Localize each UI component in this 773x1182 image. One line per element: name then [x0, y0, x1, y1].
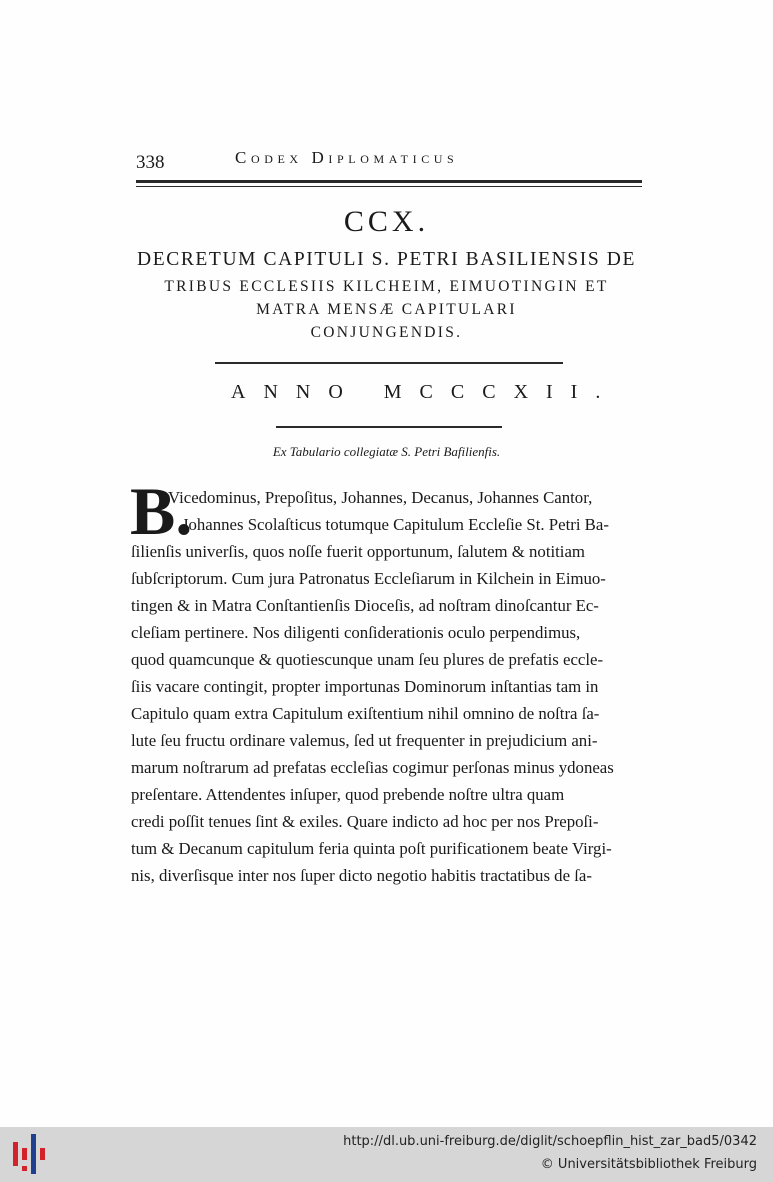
document-year: ANNO MCCCXII. [231, 381, 619, 403]
drop-cap: B. [130, 473, 193, 549]
year-rule [276, 426, 502, 428]
body-line: cleſiam pertinere. Nos diligenti conſiderationis oculo perpendimus, [131, 623, 581, 642]
body-line: Johannes Scolaſticus totumque Capitulum Eccleſie St. Petri Ba- [182, 515, 609, 534]
library-logo-icon [10, 1132, 52, 1176]
source-note: Ex Tabulario collegiatæ S. Petri Bafilienfis. [272, 444, 501, 459]
document-title-line-4: CONJUNGENDIS. [310, 324, 463, 341]
body-line: ſubſcriptorum. Cum jura Patronatus Eccleſiarum in Kilchein in Eimuo- [131, 569, 606, 588]
body-line: ſilienſis univerſis, quos noſſe fuerit opportunum, ſalutem & notitiam [131, 542, 585, 561]
body-line: tum & Decanum capitulum feria quinta poſt purificationem beate Virgi- [131, 839, 612, 858]
body-line: lute ſeu fructu ordinare valemus, ſed ut frequenter in prejudicium ani- [131, 731, 598, 750]
title-rule [215, 362, 563, 364]
body-line: marum noſtrarum ad prefatas eccleſias cogimur perſonas minus ydoneas [131, 758, 614, 777]
body-line: preſentare. Attendentes inſuper, quod prebende noſtre ultra quam [131, 785, 565, 804]
permalink-url[interactable]: http://dl.ub.uni-freiburg.de/diglit/schoepflin_hist_zar_bad5/0342 [343, 1134, 757, 1149]
document-title-line-1: DECRETUM CAPITULI S. PETRI BASILIENSIS DE [137, 249, 636, 270]
document-title-line-2: TRIBUS ECCLESIIS KILCHEIM, EIMUOTINGIN ET [164, 278, 609, 295]
body-line: Vicedominus, Prepoſitus, Johannes, Decanus, Johannes Cantor, [168, 488, 593, 507]
document-number: CCX. [343, 205, 430, 238]
body-line: credi poſſit tenues ſint & exiles. Quare indicto ad hoc per nos Prepoſi- [131, 812, 599, 831]
body-line: quod quamcunque & quotiescunque unam ſeu plures de prefatis eccle- [131, 650, 604, 669]
header-rule-thin [136, 186, 642, 187]
running-title: Codex Diplomaticus [235, 148, 459, 167]
body-line: ſiis vacare contingit, propter importunas Dominorum inſtantias tam in [131, 677, 599, 696]
copyright-notice: © Universitätsbibliothek Freiburg [540, 1157, 757, 1172]
header-rule-thick [136, 180, 642, 183]
document-title-line-3: MATRA MENSÆ CAPITULARI [256, 301, 517, 318]
body-line: nis, diverſisque inter nos ſuper dicto negotio habitis tractatibus de ſa- [131, 866, 592, 885]
body-line: tingen & in Matra Conſtantienſis Dioceſis, ad noſtram dinoſcantur Ec- [131, 596, 599, 615]
body-line: Capitulo quam extra Capitulum exiſtentium nihil omnino de noſtra ſa- [131, 704, 600, 723]
page-number: 338 [136, 152, 165, 173]
